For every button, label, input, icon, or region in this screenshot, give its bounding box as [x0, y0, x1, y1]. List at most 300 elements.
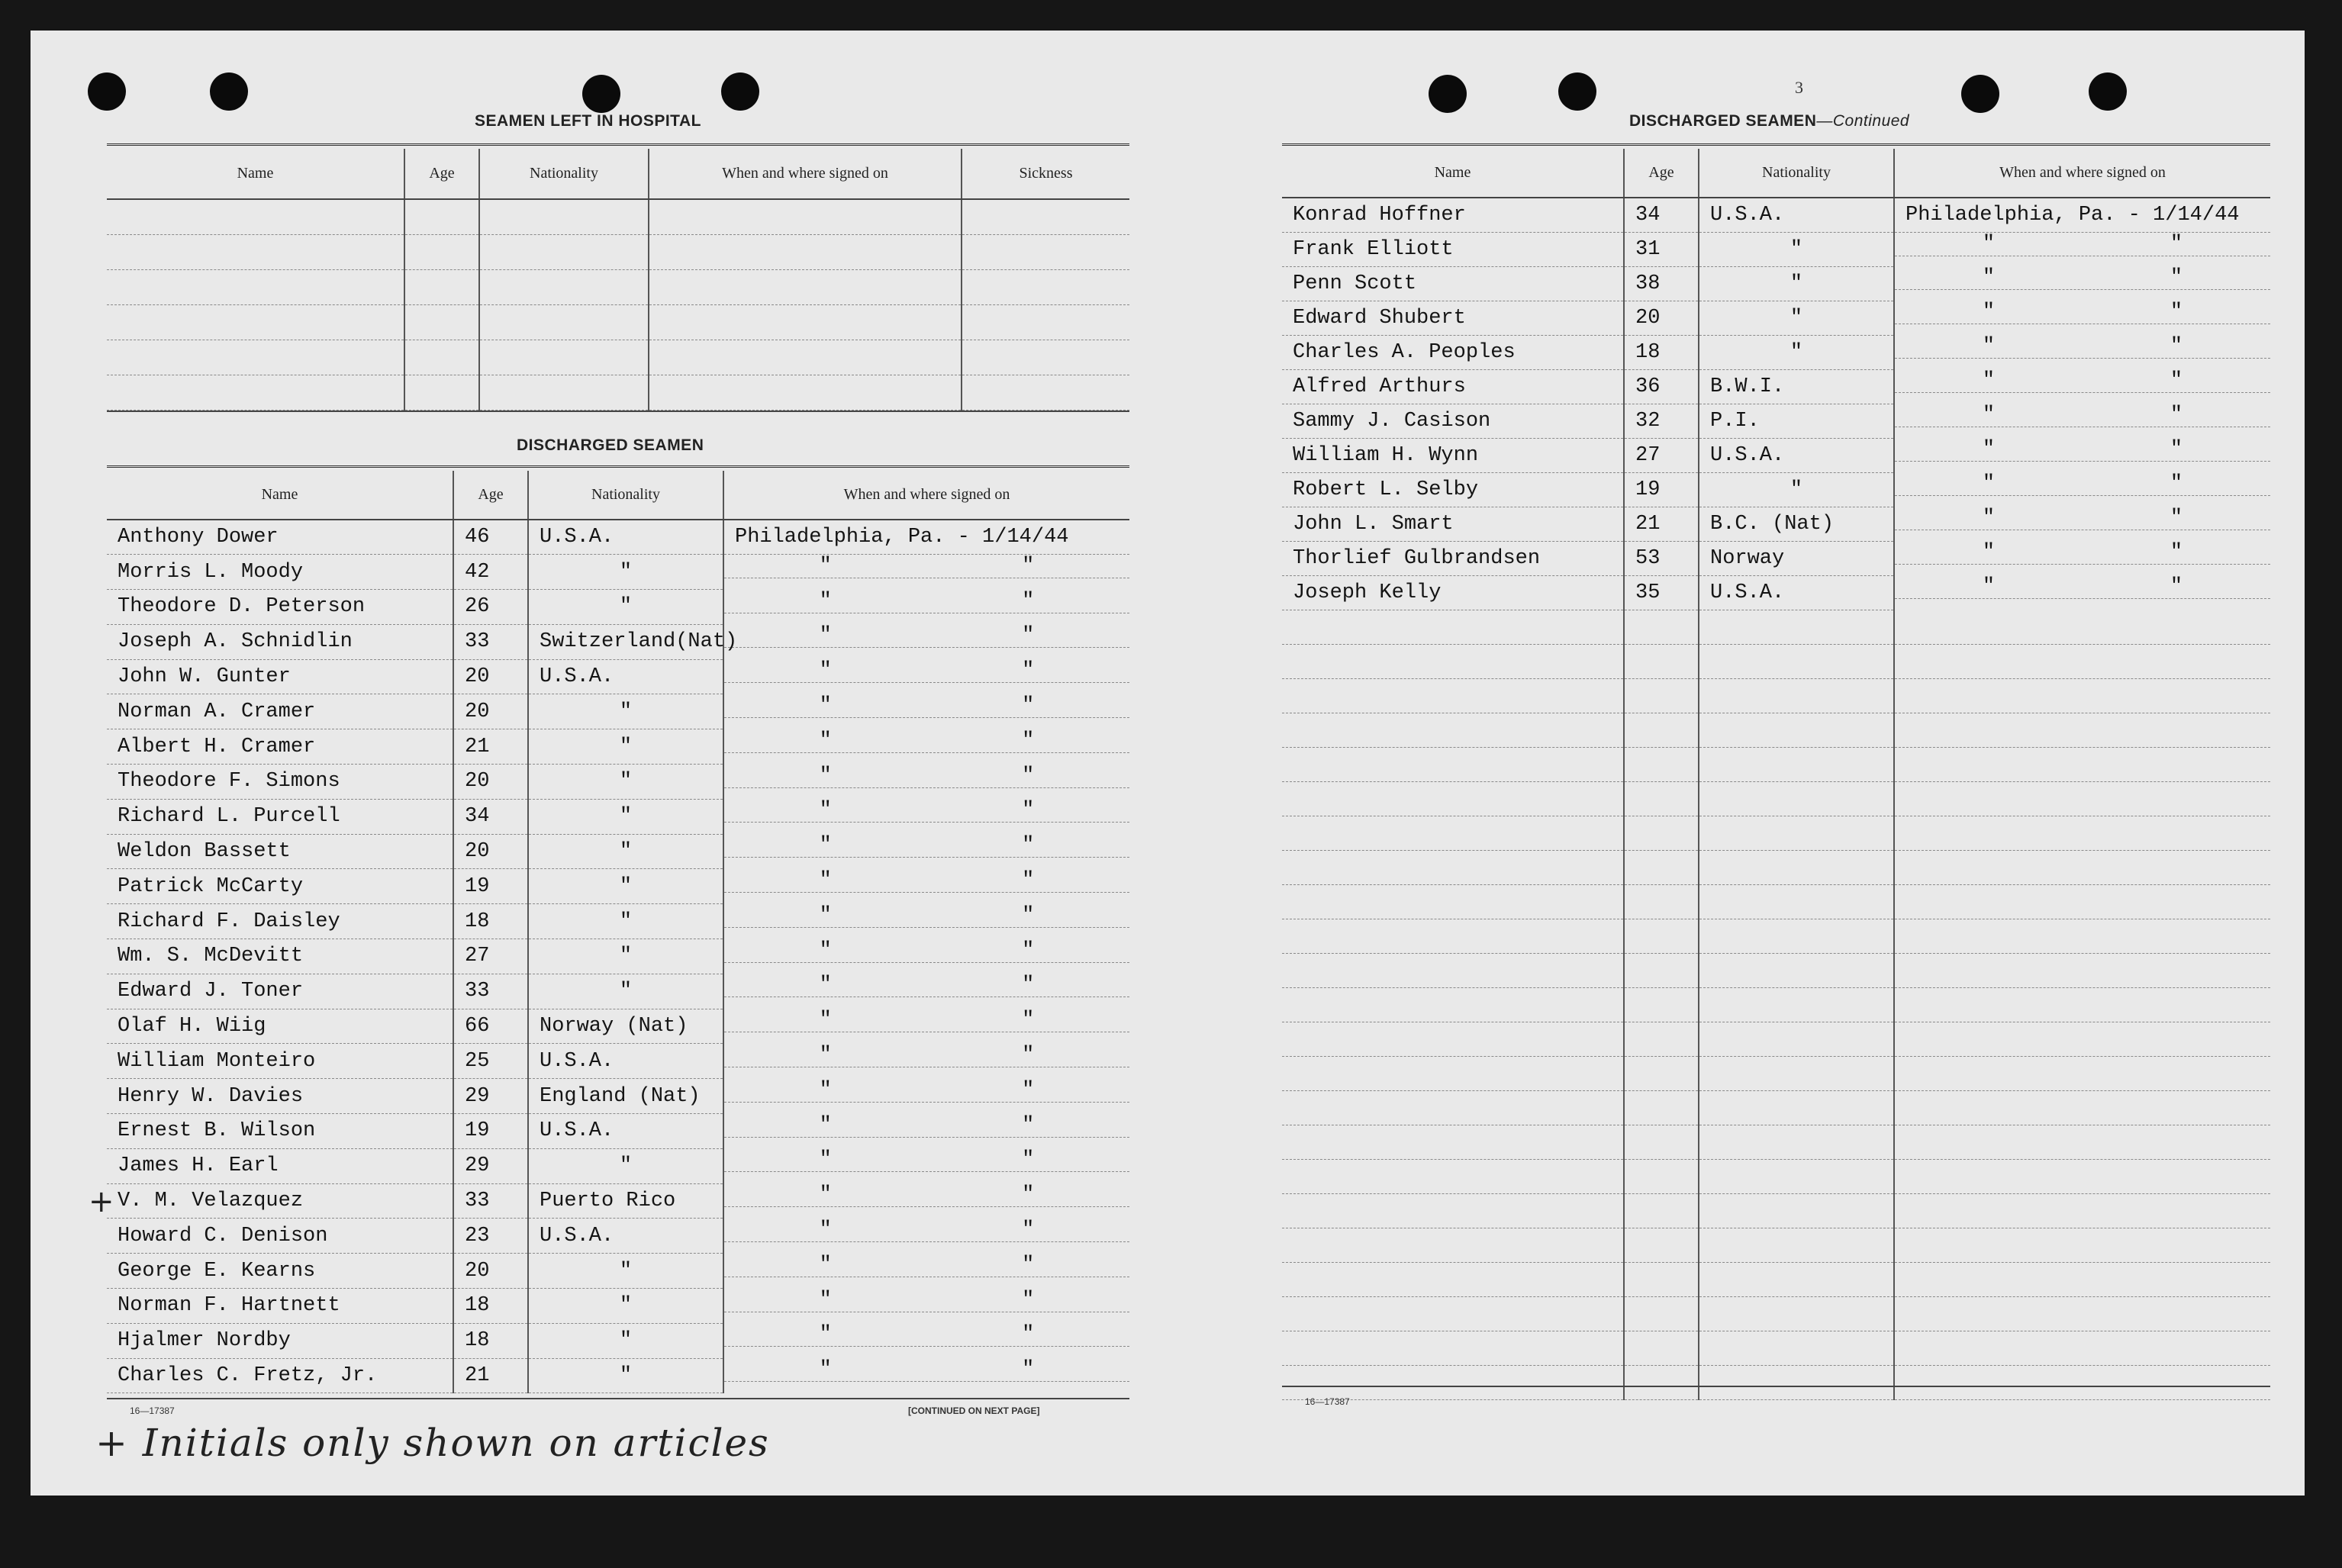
seaman-age: 34: [1624, 198, 1699, 232]
table-row: [1282, 1159, 2270, 1193]
ditto-mark: ": [819, 1113, 832, 1137]
signed-on: [724, 624, 1129, 648]
column-header-name: Name: [107, 471, 453, 520]
seaman-age: 21: [453, 729, 528, 765]
table-row: [1282, 232, 2270, 266]
empty-cell: [1894, 1228, 2270, 1262]
empty-cell: [1282, 747, 1624, 781]
ditto-mark: ": [819, 974, 832, 997]
empty-cell: [1282, 1193, 1624, 1228]
signed-on: [724, 694, 1129, 718]
seaman-name: Albert H. Cramer: [107, 729, 453, 765]
empty-cell: [649, 304, 962, 340]
empty-cell: [1894, 1159, 2270, 1193]
seaman-name: Morris L. Moody: [107, 555, 453, 590]
ditto-mark: ": [819, 1253, 832, 1277]
ditto-mark: ": [1982, 507, 1996, 530]
seaman-name: Ernest B. Wilson: [107, 1114, 453, 1149]
empty-cell: [1699, 987, 1894, 1022]
empty-cell: [1624, 1193, 1699, 1228]
empty-cell: [479, 375, 649, 410]
seaman-name: Alfred Arthurs: [1282, 369, 1624, 404]
ditto-mark: ": [1022, 799, 1035, 823]
seaman-name: Richard L. Purcell: [107, 799, 453, 834]
empty-cell: [1282, 1159, 1624, 1193]
ditto-mark: ": [1022, 1009, 1035, 1032]
table-row: [107, 765, 1129, 800]
table-row: [1282, 472, 2270, 507]
empty-cell: [1894, 644, 2270, 678]
empty-cell: [1699, 610, 1894, 644]
seaman-nationality: U.S.A.: [528, 1114, 723, 1149]
seaman-name: William H. Wynn: [1282, 438, 1624, 472]
table-row: [1282, 335, 2270, 369]
seaman-nationality: ": [528, 834, 723, 869]
column-header-when-signed: When and where signed on: [1894, 149, 2270, 198]
punch-hole: [1961, 75, 1999, 113]
seaman-nationality: ": [528, 555, 723, 590]
empty-cell: [962, 269, 1129, 304]
seaman-nationality: ": [528, 729, 723, 765]
signed-on: [1895, 438, 2270, 462]
seaman-nationality: ": [528, 799, 723, 834]
ditto-mark: ": [1022, 729, 1035, 752]
punch-hole: [210, 72, 248, 111]
seaman-nationality: ": [1699, 266, 1894, 301]
seaman-name: George E. Kearns: [107, 1254, 453, 1289]
seaman-age: 38: [1624, 266, 1699, 301]
discharged-table: [107, 471, 1129, 1393]
seaman-age: 21: [453, 1358, 528, 1393]
empty-cell: [1699, 644, 1894, 678]
table-row: [107, 590, 1129, 625]
empty-cell: [1894, 919, 2270, 953]
empty-cell: [1894, 781, 2270, 816]
seaman-nationality: Switzerland(Nat): [528, 624, 723, 659]
ditto-mark: ": [2170, 335, 2183, 358]
table-row: [107, 1323, 1129, 1358]
ditto-mark: ": [2170, 541, 2183, 564]
table-row: [107, 694, 1129, 729]
seaman-nationality: Norway: [1699, 541, 1894, 575]
table-row: [107, 1044, 1129, 1079]
seaman-age: 19: [453, 1114, 528, 1149]
seaman-name: Joseph Kelly: [1282, 575, 1624, 610]
empty-cell: [479, 199, 649, 234]
ditto-mark: ": [2170, 301, 2183, 324]
empty-cell: [1624, 1262, 1699, 1296]
table-row: [1282, 610, 2270, 644]
table-row: [1282, 301, 2270, 335]
ditto-mark: ": [1982, 541, 1996, 564]
table-row: [1282, 713, 2270, 747]
empty-cell: [649, 269, 962, 304]
seaman-name: John W. Gunter: [107, 659, 453, 694]
signed-on: [724, 974, 1129, 997]
seaman-age: 29: [453, 1148, 528, 1183]
empty-cell: [1894, 884, 2270, 919]
seaman-nationality: ": [528, 1289, 723, 1324]
continued-bottom-rule: [1282, 1386, 2270, 1387]
table-row: [1282, 678, 2270, 713]
table-row: [1282, 644, 2270, 678]
ditto-mark: ": [1982, 335, 1996, 358]
empty-cell: [1699, 1090, 1894, 1125]
table-row: [107, 974, 1129, 1009]
table-row: [1282, 884, 2270, 919]
empty-cell: [1282, 884, 1624, 919]
table-row: [107, 1009, 1129, 1044]
empty-cell: [962, 304, 1129, 340]
seaman-age: 33: [453, 974, 528, 1009]
empty-cell: [1624, 610, 1699, 644]
ditto-mark: ": [2170, 369, 2183, 392]
table-row: [107, 1148, 1129, 1183]
seaman-age: 20: [453, 694, 528, 729]
ditto-mark: ": [819, 868, 832, 892]
signed-on: [724, 1009, 1129, 1032]
seaman-age: 34: [453, 799, 528, 834]
seaman-nationality: ": [528, 1323, 723, 1358]
signed-on: [1895, 369, 2270, 393]
seaman-nationality: U.S.A.: [528, 1044, 723, 1079]
table-row: [107, 375, 1129, 410]
empty-cell: [1894, 1296, 2270, 1331]
ditto-mark: ": [819, 1183, 832, 1207]
seaman-age: 21: [1624, 507, 1699, 541]
empty-cell: [1282, 1228, 1624, 1262]
punch-hole: [1558, 72, 1596, 111]
seaman-name: Weldon Bassett: [107, 834, 453, 869]
ditto-mark: ": [1022, 1183, 1035, 1207]
signed-on: [724, 555, 1129, 578]
empty-cell: [1894, 1056, 2270, 1090]
empty-cell: [1699, 816, 1894, 850]
empty-cell: [1282, 1090, 1624, 1125]
seaman-name: Norman A. Cramer: [107, 694, 453, 729]
hospital-top-rule: [107, 143, 1129, 146]
seaman-name: Olaf H. Wiig: [107, 1009, 453, 1044]
empty-cell: [1624, 644, 1699, 678]
ditto-mark: ": [1022, 624, 1035, 648]
table-row: [107, 1219, 1129, 1254]
signed-on: [724, 1323, 1129, 1347]
empty-cell: [1624, 987, 1699, 1022]
empty-cell: [1624, 713, 1699, 747]
empty-cell: [962, 340, 1129, 375]
empty-cell: [1699, 1022, 1894, 1056]
table-row: [1282, 1262, 2270, 1296]
signed-on: Philadelphia, Pa. - 1/14/44: [1894, 198, 2270, 232]
ditto-mark: ": [1022, 903, 1035, 927]
signed-on: [724, 590, 1129, 613]
punch-hole: [582, 75, 620, 113]
form-number: 16—17387: [1305, 1396, 1350, 1407]
ditto-mark: ": [819, 624, 832, 648]
table-row: [107, 939, 1129, 974]
ditto-mark: ": [1022, 868, 1035, 892]
discharged-continued-title: [1629, 112, 1909, 130]
empty-cell: [1282, 987, 1624, 1022]
table-row: [1282, 1193, 2270, 1228]
seaman-age: 32: [1624, 404, 1699, 438]
table-row: [1282, 987, 2270, 1022]
table-row: [1282, 781, 2270, 816]
table-row: [1282, 507, 2270, 541]
ditto-mark: ": [1022, 694, 1035, 717]
table-row: [1282, 1125, 2270, 1159]
continued-top-rule: [1282, 143, 2270, 146]
signed-on: [1895, 335, 2270, 359]
seaman-age: 18: [453, 1289, 528, 1324]
asterisk-marker: +: [89, 1184, 114, 1219]
empty-cell: [649, 340, 962, 375]
seaman-name: Edward Shubert: [1282, 301, 1624, 335]
column-header-age: Age: [1624, 149, 1699, 198]
ditto-mark: ": [819, 1323, 832, 1347]
ditto-mark: ": [2170, 232, 2183, 256]
signed-on: [724, 1254, 1129, 1277]
seaman-name: Sammy J. Casison: [1282, 404, 1624, 438]
ditto-mark: ": [819, 1043, 832, 1067]
table-row: [1282, 198, 2270, 232]
empty-cell: [1699, 1159, 1894, 1193]
table-row: [1282, 1228, 2270, 1262]
seaman-age: 25: [453, 1044, 528, 1079]
signed-on: [724, 765, 1129, 788]
signed-on: [724, 1044, 1129, 1067]
empty-cell: [1699, 1365, 1894, 1399]
table-row: [107, 199, 1129, 234]
handwritten-note: + Initials only shown on articles: [95, 1421, 770, 1465]
ditto-mark: ": [819, 903, 832, 927]
empty-cell: [1624, 850, 1699, 884]
signed-on: [724, 939, 1129, 963]
seaman-name: Joseph A. Schnidlin: [107, 624, 453, 659]
seaman-name: Henry W. Davies: [107, 1079, 453, 1114]
seaman-name: Konrad Hoffner: [1282, 198, 1624, 232]
column-header-nationality: Nationality: [528, 471, 723, 520]
ditto-mark: ": [1022, 764, 1035, 787]
column-header-name: Name: [107, 149, 404, 199]
seaman-name: Charles C. Fretz, Jr.: [107, 1358, 453, 1393]
ditto-mark: ": [1982, 472, 1996, 495]
signed-on: [724, 659, 1129, 683]
seaman-nationality: ": [528, 939, 723, 974]
column-header-name: Name: [1282, 149, 1624, 198]
empty-cell: [1894, 850, 2270, 884]
empty-cell: [1282, 713, 1624, 747]
seaman-nationality: ": [528, 694, 723, 729]
seaman-age: 20: [453, 659, 528, 694]
empty-cell: [107, 340, 404, 375]
empty-cell: [1894, 747, 2270, 781]
signed-on: [1895, 575, 2270, 599]
seaman-age: 20: [453, 765, 528, 800]
empty-cell: [1699, 1056, 1894, 1090]
ditto-mark: ": [1022, 555, 1035, 578]
empty-cell: [1699, 919, 1894, 953]
empty-cell: [1699, 1262, 1894, 1296]
empty-cell: [1699, 1296, 1894, 1331]
seaman-name: William Monteiro: [107, 1044, 453, 1079]
empty-cell: [1894, 953, 2270, 987]
table-row: [107, 340, 1129, 375]
empty-cell: [1282, 1022, 1624, 1056]
ditto-mark: ": [1982, 404, 1996, 427]
ditto-mark: ": [1022, 1358, 1035, 1382]
seaman-age: 19: [1624, 472, 1699, 507]
ditto-mark: ": [819, 1288, 832, 1312]
table-row: [107, 234, 1129, 269]
ditto-mark: ": [819, 1148, 832, 1172]
seaman-age: 33: [453, 1183, 528, 1219]
table-row: [1282, 404, 2270, 438]
empty-cell: [1282, 610, 1624, 644]
table-row: [107, 659, 1129, 694]
ditto-mark: ": [1022, 1288, 1035, 1312]
ditto-mark: ": [1022, 1043, 1035, 1067]
signed-on: [724, 1289, 1129, 1312]
ditto-mark: ": [1982, 301, 1996, 324]
ditto-mark: ": [1022, 1218, 1035, 1241]
empty-cell: [1624, 1022, 1699, 1056]
empty-cell: [1282, 816, 1624, 850]
table-row: [107, 869, 1129, 904]
seaman-name: Thorlief Gulbrandsen: [1282, 541, 1624, 575]
empty-cell: [1282, 1296, 1624, 1331]
ditto-mark: ": [1022, 1078, 1035, 1102]
seaman-nationality: ": [528, 1148, 723, 1183]
signed-on: [724, 869, 1129, 893]
seaman-nationality: U.S.A.: [528, 520, 723, 555]
signed-on: [1895, 301, 2270, 324]
seaman-age: 36: [1624, 369, 1699, 404]
hospital-section-title: SEAMEN LEFT IN HOSPITAL: [475, 112, 701, 130]
signed-on: [1895, 541, 2270, 565]
table-row: [1282, 369, 2270, 404]
seaman-age: 18: [1624, 335, 1699, 369]
seaman-nationality: U.S.A.: [528, 1219, 723, 1254]
hospital-bottom-rule: [107, 411, 1129, 412]
empty-cell: [1699, 1228, 1894, 1262]
seaman-nationality: ": [528, 1254, 723, 1289]
empty-cell: [1624, 919, 1699, 953]
ditto-mark: ": [819, 1078, 832, 1102]
seaman-nationality: U.S.A.: [1699, 575, 1894, 610]
seaman-nationality: ": [1699, 232, 1894, 266]
seaman-name: Patrick McCarty: [107, 869, 453, 904]
signed-on: [724, 834, 1129, 858]
seaman-nationality: ": [1699, 335, 1894, 369]
ditto-mark: ": [1982, 575, 1996, 598]
signed-on: [724, 1219, 1129, 1242]
page-number: 3: [1795, 78, 1803, 97]
seaman-age: 35: [1624, 575, 1699, 610]
signed-on: [724, 1183, 1129, 1207]
seaman-age: 66: [453, 1009, 528, 1044]
table-row: [1282, 747, 2270, 781]
seaman-name: Penn Scott: [1282, 266, 1624, 301]
empty-cell: [1624, 816, 1699, 850]
empty-cell: [404, 375, 479, 410]
ditto-mark: ": [1982, 232, 1996, 256]
seaman-name: Wm. S. McDevitt: [107, 939, 453, 974]
seaman-age: 20: [453, 834, 528, 869]
empty-cell: [404, 199, 479, 234]
signed-on: [1895, 507, 2270, 530]
table-row: [107, 555, 1129, 590]
continued-table: [1282, 149, 2270, 1400]
ditto-mark: ": [2170, 438, 2183, 461]
seaman-name: Richard F. Daisley: [107, 904, 453, 939]
table-row: [107, 304, 1129, 340]
empty-cell: [1282, 1125, 1624, 1159]
empty-cell: [1282, 919, 1624, 953]
signed-on: [724, 904, 1129, 928]
column-header-nationality: Nationality: [479, 149, 649, 199]
hospital-table: [107, 149, 1129, 411]
seaman-age: 31: [1624, 232, 1699, 266]
table-row: [1282, 850, 2270, 884]
table-row: [107, 269, 1129, 304]
seaman-nationality: ": [1699, 301, 1894, 335]
ditto-mark: ": [1982, 369, 1996, 392]
empty-cell: [1699, 1125, 1894, 1159]
seaman-name: James H. Earl: [107, 1148, 453, 1183]
empty-cell: [107, 199, 404, 234]
signed-on: [724, 1114, 1129, 1138]
seaman-name: Hjalmer Nordby: [107, 1323, 453, 1358]
empty-cell: [479, 304, 649, 340]
seaman-age: 18: [453, 904, 528, 939]
ditto-mark: ": [1022, 1113, 1035, 1137]
ditto-mark: ": [1982, 266, 1996, 289]
column-header-nationality: Nationality: [1699, 149, 1894, 198]
table-row: [107, 1254, 1129, 1289]
empty-cell: [1699, 781, 1894, 816]
empty-cell: [1894, 1331, 2270, 1365]
empty-cell: [404, 234, 479, 269]
empty-cell: [1282, 953, 1624, 987]
table-row: [107, 624, 1129, 659]
table-row: [107, 729, 1129, 765]
table-row: [107, 1289, 1129, 1324]
empty-cell: [649, 234, 962, 269]
signed-on: [1895, 233, 2270, 256]
ditto-mark: ": [819, 939, 832, 962]
empty-cell: [404, 269, 479, 304]
seaman-age: 20: [453, 1254, 528, 1289]
punch-hole: [1429, 75, 1467, 113]
seaman-age: 42: [453, 555, 528, 590]
empty-cell: [1699, 1331, 1894, 1365]
table-row: [107, 520, 1129, 555]
document-sheet: [31, 31, 2305, 1496]
discharged-bottom-rule: [107, 1398, 1129, 1399]
empty-cell: [1282, 678, 1624, 713]
empty-cell: [1894, 987, 2270, 1022]
seaman-nationality: U.S.A.: [1699, 198, 1894, 232]
table-row: [107, 1358, 1129, 1393]
seaman-age: 26: [453, 590, 528, 625]
empty-cell: [1624, 1365, 1699, 1399]
signed-on: [1895, 404, 2270, 427]
empty-cell: [1699, 953, 1894, 987]
table-row: [1282, 1056, 2270, 1090]
seaman-nationality: Norway (Nat): [528, 1009, 723, 1044]
ditto-mark: ": [819, 729, 832, 752]
